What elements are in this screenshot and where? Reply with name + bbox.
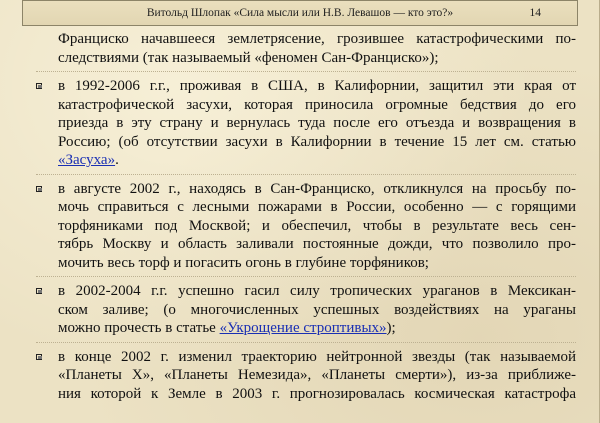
text-prefix: можно прочесть в статье <box>58 320 220 336</box>
text-line: приезда в эту страну и вернулась туда после его отъезда и возвращения в <box>58 115 576 131</box>
text-line: Франциско начавшееся землетрясение, грозившее катастрофическими по- <box>58 31 576 47</box>
list-item <box>36 348 576 404</box>
text-line: «Планеты Х», «Планеты Немезида», «Планеты смерти»), из-за приближе- <box>58 367 576 383</box>
bullet-icon <box>36 83 42 89</box>
document-body <box>36 30 576 403</box>
bullet-icon <box>36 354 42 360</box>
divider <box>36 174 576 176</box>
text-line <box>58 151 576 170</box>
link-suffix: . <box>115 152 119 168</box>
divider <box>36 276 576 278</box>
list-item <box>36 282 576 338</box>
text-line: Россию; (об отсутствии засухи в Калифорнии в течение 15 лет см. статью <box>58 133 576 150</box>
list-item <box>36 77 576 170</box>
text-line: в 2002-2004 г.г. успешно гасил силу тропических ураганов в Мексикан- <box>58 283 576 299</box>
text-line: торфяниками под Москвой; и обеспечил, чтобы в результате весь сен- <box>58 217 576 234</box>
text-line: в 1992-2006 г.г., проживая в США, в Калифорнии, защитил эти края от <box>58 78 576 94</box>
list-item <box>36 180 576 273</box>
bullet-icon <box>36 186 42 192</box>
header-title: Витольд Шлопак «Сила мысли или Н.В. Левашов — кто это?» <box>146 7 454 19</box>
text-line: тябрь Москву и область заливали постоянные дожди, что позволило про- <box>58 236 576 252</box>
text-line: ния которой к Земле в 2003 г. прогнозировалась космическая катастрофа <box>58 385 576 402</box>
text-line: ском заливе; (о многочисленных успешных воздействиях на ураганы <box>58 301 576 318</box>
link-drought-article[interactable]: «Засуха» <box>58 152 116 168</box>
divider <box>36 71 576 73</box>
text-line: катастрофической засухи, которая приносила огромные бедствия до его <box>58 96 576 113</box>
link-taming-article[interactable]: «Укрощение строптивых» <box>219 320 387 336</box>
bullet-icon <box>36 288 42 294</box>
text-line: мочить весь торф и погасить огонь в глубине торфяников; <box>58 254 429 271</box>
page-number: 14 <box>529 7 541 19</box>
divider <box>36 342 576 344</box>
text-line: мочь справиться с лесными пожарами в России, особенно — с горящими <box>58 199 576 215</box>
text-line: в конце 2002 г. изменил траекторию нейтронной звезды (так называемой <box>58 348 576 365</box>
link-suffix: ); <box>386 320 396 336</box>
intro-paragraph <box>36 30 576 67</box>
text-line: следствиями (так называемый «феномен Сан-Франциско»); <box>58 49 439 66</box>
text-line: в августе 2002 г., находясь в Сан-Франциско, откликнулся на просьбу по- <box>58 180 576 197</box>
text-line <box>58 319 576 338</box>
page-header <box>22 0 578 26</box>
